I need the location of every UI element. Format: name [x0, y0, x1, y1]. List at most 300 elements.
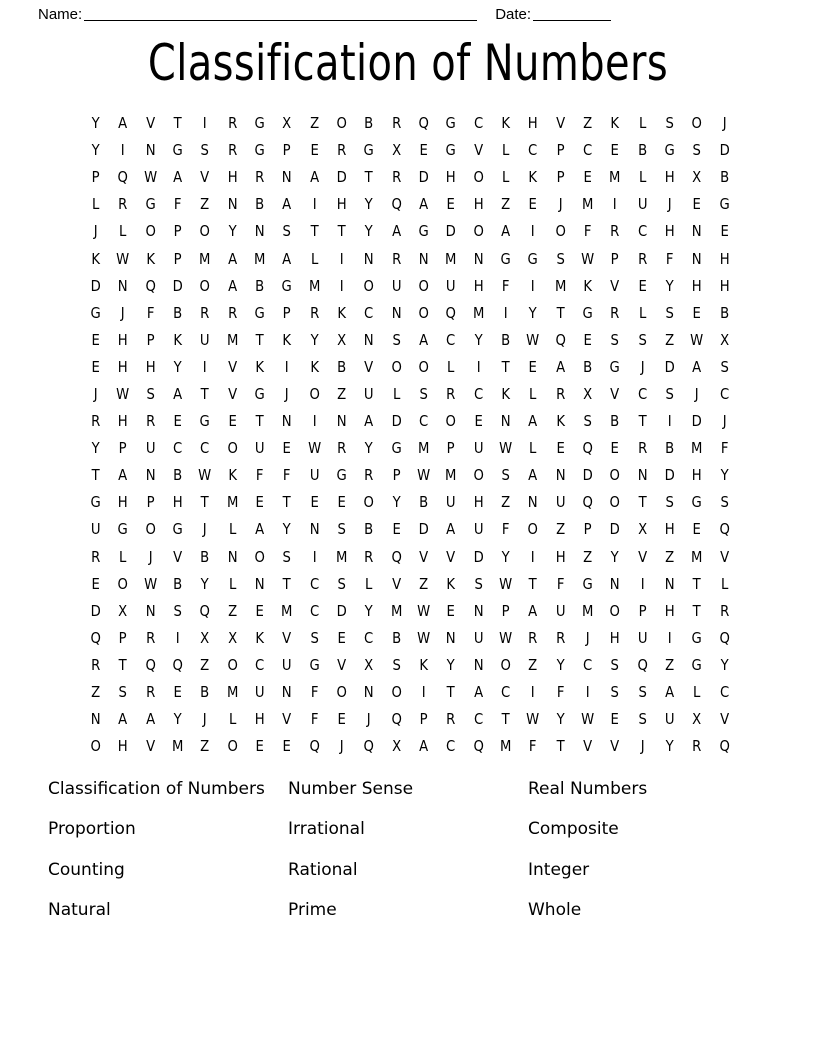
grid-letter[interactable]: P [501, 601, 510, 620]
grid-letter[interactable]: E [255, 737, 264, 756]
grid-letter[interactable]: T [310, 222, 319, 241]
grid-letter[interactable]: B [364, 520, 374, 539]
grid-letter[interactable]: N [145, 141, 156, 160]
grid-letter[interactable]: T [200, 493, 210, 512]
grid-letter[interactable]: T [282, 493, 291, 512]
grid-letter[interactable]: T [118, 655, 128, 674]
grid-letter[interactable]: M [226, 330, 239, 349]
grid-letter[interactable]: K [610, 114, 620, 133]
grid-letter[interactable]: L [392, 384, 400, 403]
grid-letter[interactable]: E [392, 520, 401, 539]
grid-letter[interactable]: E [228, 412, 237, 431]
grid-letter[interactable]: T [255, 330, 264, 349]
grid-letter[interactable]: A [419, 737, 429, 756]
grid-letter[interactable]: N [282, 168, 292, 187]
grid-letter[interactable]: C [637, 222, 647, 241]
grid-letter[interactable]: T [337, 222, 346, 241]
grid-letter[interactable]: R [446, 384, 456, 403]
grid-letter[interactable]: O [145, 520, 156, 539]
grid-letter[interactable]: R [391, 249, 401, 268]
grid-letter[interactable]: E [173, 412, 182, 431]
grid-letter[interactable]: I [612, 195, 617, 214]
grid-letter[interactable]: S [692, 141, 702, 160]
grid-letter[interactable]: Z [337, 384, 347, 403]
name-write-in-line[interactable] [84, 7, 477, 21]
grid-letter[interactable]: M [281, 601, 293, 620]
grid-letter[interactable]: Y [528, 303, 537, 322]
grid-letter[interactable]: O [117, 574, 129, 593]
grid-letter[interactable]: A [173, 168, 183, 187]
grid-letter[interactable]: G [254, 141, 265, 160]
word-list-item[interactable]: Natural [48, 900, 111, 921]
grid-letter[interactable]: Q [555, 330, 566, 349]
grid-letter[interactable]: S [665, 114, 674, 133]
grid-letter[interactable]: Z [583, 547, 593, 566]
grid-letter[interactable]: X [637, 520, 647, 539]
grid-letter[interactable]: O [473, 222, 484, 241]
grid-letter[interactable]: B [173, 466, 183, 485]
grid-letter[interactable]: A [282, 249, 292, 268]
grid-letter[interactable]: J [667, 195, 672, 214]
word-list-item[interactable]: Classification of Numbers [48, 779, 265, 799]
grid-letter[interactable]: C [446, 330, 456, 349]
grid-letter[interactable]: N [445, 628, 456, 647]
grid-letter[interactable]: E [337, 710, 346, 729]
grid-letter[interactable]: A [473, 683, 483, 702]
grid-letter[interactable]: A [118, 114, 128, 133]
grid-letter[interactable]: A [364, 412, 374, 431]
grid-letter[interactable]: I [640, 574, 645, 593]
grid-letter[interactable]: F [720, 439, 729, 458]
grid-letter[interactable]: R [337, 439, 347, 458]
grid-letter[interactable]: N [309, 520, 320, 539]
grid-letter[interactable]: Z [91, 683, 101, 702]
grid-letter[interactable]: H [664, 520, 675, 539]
grid-letter[interactable]: E [720, 222, 729, 241]
grid-letter[interactable]: Y [556, 655, 565, 674]
grid-letter[interactable]: L [501, 141, 510, 160]
grid-letter[interactable]: N [473, 655, 484, 674]
grid-letter[interactable]: N [364, 330, 374, 349]
grid-letter[interactable]: U [473, 439, 484, 458]
grid-letter[interactable]: Z [200, 655, 210, 674]
grid-letter[interactable]: C [418, 412, 429, 431]
grid-letter[interactable]: W [307, 439, 321, 458]
grid-letter[interactable]: A [173, 384, 183, 403]
grid-letter[interactable]: T [173, 114, 182, 133]
grid-letter[interactable]: J [558, 195, 563, 214]
grid-letter[interactable]: E [337, 493, 346, 512]
grid-letter[interactable]: P [146, 493, 155, 512]
grid-letter[interactable]: E [528, 195, 538, 214]
grid-letter[interactable]: H [336, 195, 347, 214]
grid-letter[interactable]: F [665, 249, 674, 268]
grid-letter[interactable]: L [638, 114, 646, 133]
grid-letter[interactable]: Q [145, 655, 156, 674]
grid-letter[interactable]: I [285, 357, 289, 376]
grid-letter[interactable]: B [200, 683, 210, 702]
grid-letter[interactable]: N [691, 249, 702, 268]
grid-letter[interactable]: U [391, 276, 402, 295]
grid-letter[interactable]: F [501, 276, 510, 295]
grid-letter[interactable]: H [473, 493, 484, 512]
grid-letter[interactable]: G [281, 276, 293, 295]
grid-letter[interactable]: L [310, 249, 318, 268]
grid-letter[interactable]: B [665, 439, 675, 458]
grid-letter[interactable]: D [691, 412, 702, 431]
grid-letter[interactable]: E [91, 357, 100, 376]
grid-letter[interactable]: E [474, 412, 483, 431]
grid-letter[interactable]: C [582, 141, 593, 160]
grid-letter[interactable]: H [254, 710, 265, 729]
grid-letter[interactable]: E [528, 357, 538, 376]
grid-letter[interactable]: S [556, 249, 565, 268]
grid-letter[interactable]: H [719, 249, 730, 268]
grid-letter[interactable]: R [227, 114, 237, 133]
grid-letter[interactable]: P [610, 249, 619, 268]
grid-letter[interactable]: B [583, 357, 593, 376]
grid-letter[interactable]: E [446, 601, 456, 620]
grid-letter[interactable]: H [227, 168, 238, 187]
grid-letter[interactable]: J [203, 520, 207, 539]
grid-letter[interactable]: N [364, 683, 374, 702]
grid-letter[interactable]: R [364, 547, 374, 566]
grid-letter[interactable]: A [528, 601, 538, 620]
grid-letter[interactable]: G [609, 357, 621, 376]
grid-letter[interactable]: R [309, 303, 319, 322]
grid-letter[interactable]: O [527, 520, 539, 539]
grid-letter[interactable]: S [638, 710, 647, 729]
grid-letter[interactable]: I [667, 628, 672, 647]
grid-letter[interactable]: Q [199, 601, 211, 620]
grid-letter[interactable]: H [664, 168, 675, 187]
grid-letter[interactable]: F [255, 466, 264, 485]
grid-letter[interactable]: C [364, 628, 374, 647]
grid-letter[interactable]: L [365, 574, 373, 593]
grid-letter[interactable]: T [282, 574, 291, 593]
grid-letter[interactable]: O [391, 683, 402, 702]
grid-letter[interactable]: Y [364, 195, 373, 214]
grid-letter[interactable]: Z [200, 737, 210, 756]
grid-letter[interactable]: E [282, 439, 292, 458]
grid-letter[interactable]: M [554, 276, 566, 295]
grid-letter[interactable]: R [528, 628, 538, 647]
grid-letter[interactable]: G [117, 520, 129, 539]
grid-letter[interactable]: X [692, 710, 702, 729]
grid-letter[interactable]: M [390, 601, 402, 620]
grid-letter[interactable]: K [255, 357, 264, 376]
grid-letter[interactable]: X [337, 330, 347, 349]
grid-letter[interactable]: C [200, 439, 210, 458]
grid-letter[interactable]: R [91, 547, 101, 566]
grid-letter[interactable]: V [227, 384, 237, 403]
grid-letter[interactable]: B [255, 195, 265, 214]
grid-letter[interactable]: S [337, 520, 346, 539]
grid-letter[interactable]: H [609, 628, 620, 647]
word-list-item[interactable]: Real Numbers [528, 779, 648, 799]
grid-letter[interactable]: S [665, 303, 674, 322]
grid-letter[interactable]: R [200, 303, 210, 322]
grid-letter[interactable]: H [664, 222, 675, 241]
grid-letter[interactable]: B [501, 330, 511, 349]
grid-letter[interactable]: Y [200, 574, 210, 593]
grid-letter[interactable]: R [555, 384, 565, 403]
grid-letter[interactable]: X [391, 737, 401, 756]
grid-letter[interactable]: W [581, 249, 595, 268]
grid-letter[interactable]: H [118, 493, 128, 512]
grid-letter[interactable]: W [526, 710, 540, 729]
grid-letter[interactable]: P [556, 168, 565, 187]
grid-letter[interactable]: M [417, 439, 430, 458]
grid-letter[interactable]: E [282, 737, 292, 756]
grid-letter[interactable]: F [583, 222, 592, 241]
grid-letter[interactable]: G [527, 249, 539, 268]
grid-letter[interactable]: E [583, 330, 592, 349]
grid-letter[interactable]: J [694, 384, 699, 403]
grid-letter[interactable]: N [90, 710, 101, 729]
grid-letter[interactable]: I [339, 249, 344, 268]
grid-letter[interactable]: I [667, 412, 672, 431]
grid-letter[interactable]: W [581, 710, 595, 729]
grid-letter[interactable]: O [336, 683, 347, 702]
grid-letter[interactable]: G [391, 439, 402, 458]
grid-letter[interactable]: J [203, 710, 207, 729]
grid-letter[interactable]: K [501, 114, 510, 133]
grid-letter[interactable]: H [691, 466, 702, 485]
grid-letter[interactable]: K [91, 249, 100, 268]
grid-letter[interactable]: J [585, 628, 590, 647]
grid-letter[interactable]: M [445, 466, 457, 485]
grid-letter[interactable]: A [282, 195, 292, 214]
grid-letter[interactable]: O [199, 222, 211, 241]
word-list-item[interactable]: Counting [48, 859, 125, 880]
grid-letter[interactable]: G [172, 520, 183, 539]
grid-letter[interactable]: I [175, 628, 180, 647]
grid-letter[interactable]: L [228, 520, 236, 539]
grid-letter[interactable]: C [309, 574, 319, 593]
grid-letter[interactable]: J [93, 222, 98, 241]
grid-letter[interactable]: R [227, 141, 237, 160]
grid-letter[interactable]: Q [172, 655, 183, 674]
grid-letter[interactable]: M [581, 601, 594, 620]
grid-letter[interactable]: D [445, 222, 457, 241]
grid-letter[interactable]: M [308, 276, 320, 295]
grid-letter[interactable]: G [691, 655, 702, 674]
grid-letter[interactable]: N [254, 222, 265, 241]
grid-letter[interactable]: D [336, 601, 347, 620]
grid-letter[interactable]: E [337, 628, 346, 647]
grid-letter[interactable]: W [116, 249, 130, 268]
grid-letter[interactable]: E [556, 439, 565, 458]
grid-letter[interactable]: Q [145, 276, 156, 295]
grid-letter[interactable]: B [391, 628, 401, 647]
grid-letter[interactable]: Q [719, 737, 730, 756]
grid-letter[interactable]: G [418, 222, 429, 241]
grid-letter[interactable]: R [610, 303, 620, 322]
grid-letter[interactable]: G [445, 141, 457, 160]
grid-letter[interactable]: E [91, 574, 100, 593]
grid-letter[interactable]: B [610, 412, 620, 431]
grid-letter[interactable]: Z [200, 195, 210, 214]
grid-letter[interactable]: M [581, 195, 594, 214]
grid-letter[interactable]: U [664, 710, 675, 729]
grid-letter[interactable]: H [118, 737, 128, 756]
grid-letter[interactable]: R [145, 683, 155, 702]
grid-letter[interactable]: O [227, 655, 238, 674]
grid-letter[interactable]: H [473, 195, 484, 214]
grid-letter[interactable]: P [119, 439, 127, 458]
grid-letter[interactable]: B [337, 357, 347, 376]
grid-letter[interactable]: F [146, 303, 155, 322]
grid-letter[interactable]: M [472, 303, 484, 322]
grid-letter[interactable]: I [312, 195, 317, 214]
grid-letter[interactable]: R [637, 439, 647, 458]
grid-letter[interactable]: A [692, 357, 702, 376]
grid-letter[interactable]: N [664, 574, 675, 593]
grid-letter[interactable]: S [282, 547, 292, 566]
grid-letter[interactable]: P [446, 439, 455, 458]
grid-letter[interactable]: Q [391, 547, 402, 566]
grid-letter[interactable]: J [121, 303, 125, 322]
grid-letter[interactable]: L [529, 439, 537, 458]
grid-letter[interactable]: C [500, 683, 511, 702]
grid-letter[interactable]: S [173, 601, 182, 620]
grid-letter[interactable]: C [255, 655, 265, 674]
grid-letter[interactable]: M [691, 547, 703, 566]
grid-letter[interactable]: Y [282, 520, 291, 539]
grid-letter[interactable]: U [282, 655, 292, 674]
grid-letter[interactable]: J [722, 412, 727, 431]
grid-letter[interactable]: S [501, 466, 510, 485]
grid-letter[interactable]: P [91, 168, 100, 187]
grid-letter[interactable]: N [609, 574, 620, 593]
grid-letter[interactable]: S [720, 493, 729, 512]
grid-letter[interactable]: S [583, 412, 592, 431]
grid-letter[interactable]: E [692, 520, 702, 539]
grid-letter[interactable]: G [90, 303, 101, 322]
word-list-item[interactable]: Integer [528, 859, 590, 880]
word-list-item[interactable]: Composite [528, 819, 619, 840]
grid-letter[interactable]: R [719, 601, 729, 620]
grid-letter[interactable]: Q [90, 628, 101, 647]
grid-letter[interactable]: G [90, 493, 101, 512]
grid-letter[interactable]: Y [364, 601, 373, 620]
grid-letter[interactable]: G [500, 249, 511, 268]
grid-letter[interactable]: T [501, 710, 510, 729]
grid-letter[interactable]: O [418, 276, 429, 295]
grid-letter[interactable]: B [200, 547, 210, 566]
grid-letter[interactable]: R [391, 114, 401, 133]
grid-letter[interactable]: T [692, 601, 701, 620]
grid-letter[interactable]: N [500, 412, 511, 431]
grid-letter[interactable]: Z [555, 520, 565, 539]
grid-letter[interactable]: G [691, 493, 702, 512]
grid-letter[interactable]: K [255, 628, 264, 647]
grid-letter[interactable]: H [118, 412, 128, 431]
grid-letter[interactable]: N [254, 574, 265, 593]
grid-letter[interactable]: S [665, 384, 674, 403]
grid-letter[interactable]: M [226, 493, 239, 512]
grid-letter[interactable]: P [583, 520, 592, 539]
grid-letter[interactable]: S [638, 683, 647, 702]
grid-letter[interactable]: M [335, 547, 348, 566]
grid-letter[interactable]: S [474, 574, 483, 593]
grid-letter[interactable]: N [473, 601, 484, 620]
grid-letter[interactable]: T [501, 357, 510, 376]
grid-letter[interactable]: Z [583, 114, 593, 133]
grid-letter[interactable]: R [118, 195, 128, 214]
grid-letter[interactable]: R [337, 141, 347, 160]
grid-letter[interactable]: H [719, 276, 730, 295]
grid-letter[interactable]: D [172, 276, 183, 295]
grid-letter[interactable]: P [419, 710, 428, 729]
grid-letter[interactable]: Y [173, 357, 182, 376]
grid-letter[interactable]: Z [227, 601, 237, 620]
grid-letter[interactable]: G [336, 466, 347, 485]
grid-letter[interactable]: J [148, 547, 153, 566]
word-list-item[interactable]: Proportion [48, 819, 136, 840]
grid-letter[interactable]: R [610, 222, 620, 241]
grid-letter[interactable]: L [119, 547, 127, 566]
grid-letter[interactable]: V [364, 357, 374, 376]
grid-letter[interactable]: D [418, 520, 429, 539]
grid-letter[interactable]: L [91, 195, 100, 214]
grid-letter[interactable]: I [312, 547, 317, 566]
grid-letter[interactable]: T [556, 303, 565, 322]
grid-letter[interactable]: K [227, 466, 237, 485]
grid-letter[interactable]: G [172, 141, 183, 160]
grid-letter[interactable]: T [91, 466, 100, 485]
grid-letter[interactable]: K [337, 303, 346, 322]
grid-letter[interactable]: V [145, 114, 155, 133]
grid-letter[interactable]: L [638, 303, 646, 322]
grid-letter[interactable]: A [118, 710, 128, 729]
grid-letter[interactable]: E [173, 683, 182, 702]
grid-letter[interactable]: M [499, 737, 512, 756]
grid-letter[interactable]: R [91, 412, 101, 431]
grid-letter[interactable]: A [528, 412, 538, 431]
grid-letter[interactable]: S [419, 384, 428, 403]
grid-letter[interactable]: W [143, 168, 157, 187]
grid-letter[interactable]: I [203, 357, 207, 376]
grid-letter[interactable]: A [419, 330, 429, 349]
grid-letter[interactable]: I [530, 276, 535, 295]
grid-letter[interactable]: Z [665, 330, 675, 349]
grid-letter[interactable]: C [473, 710, 483, 729]
word-list-item[interactable]: Irrational [288, 819, 365, 840]
grid-letter[interactable]: Y [91, 114, 100, 133]
grid-letter[interactable]: B [173, 574, 183, 593]
grid-letter[interactable]: F [501, 520, 510, 539]
grid-letter[interactable]: F [310, 710, 319, 729]
grid-letter[interactable]: I [503, 303, 508, 322]
grid-letter[interactable]: O [227, 737, 238, 756]
word-list-item[interactable]: Rational [288, 859, 358, 880]
grid-letter[interactable]: K [419, 655, 428, 674]
grid-letter[interactable]: T [528, 574, 537, 593]
grid-letter[interactable]: K [173, 330, 182, 349]
grid-letter[interactable]: Q [445, 303, 457, 322]
grid-letter[interactable]: H [691, 276, 702, 295]
grid-letter[interactable]: U [309, 466, 320, 485]
grid-letter[interactable]: P [173, 222, 182, 241]
grid-letter[interactable]: S [200, 141, 210, 160]
grid-letter[interactable]: O [391, 357, 402, 376]
grid-letter[interactable]: O [199, 276, 211, 295]
grid-letter[interactable]: T [692, 574, 701, 593]
grid-letter[interactable]: Y [173, 710, 182, 729]
grid-letter[interactable]: T [556, 737, 565, 756]
